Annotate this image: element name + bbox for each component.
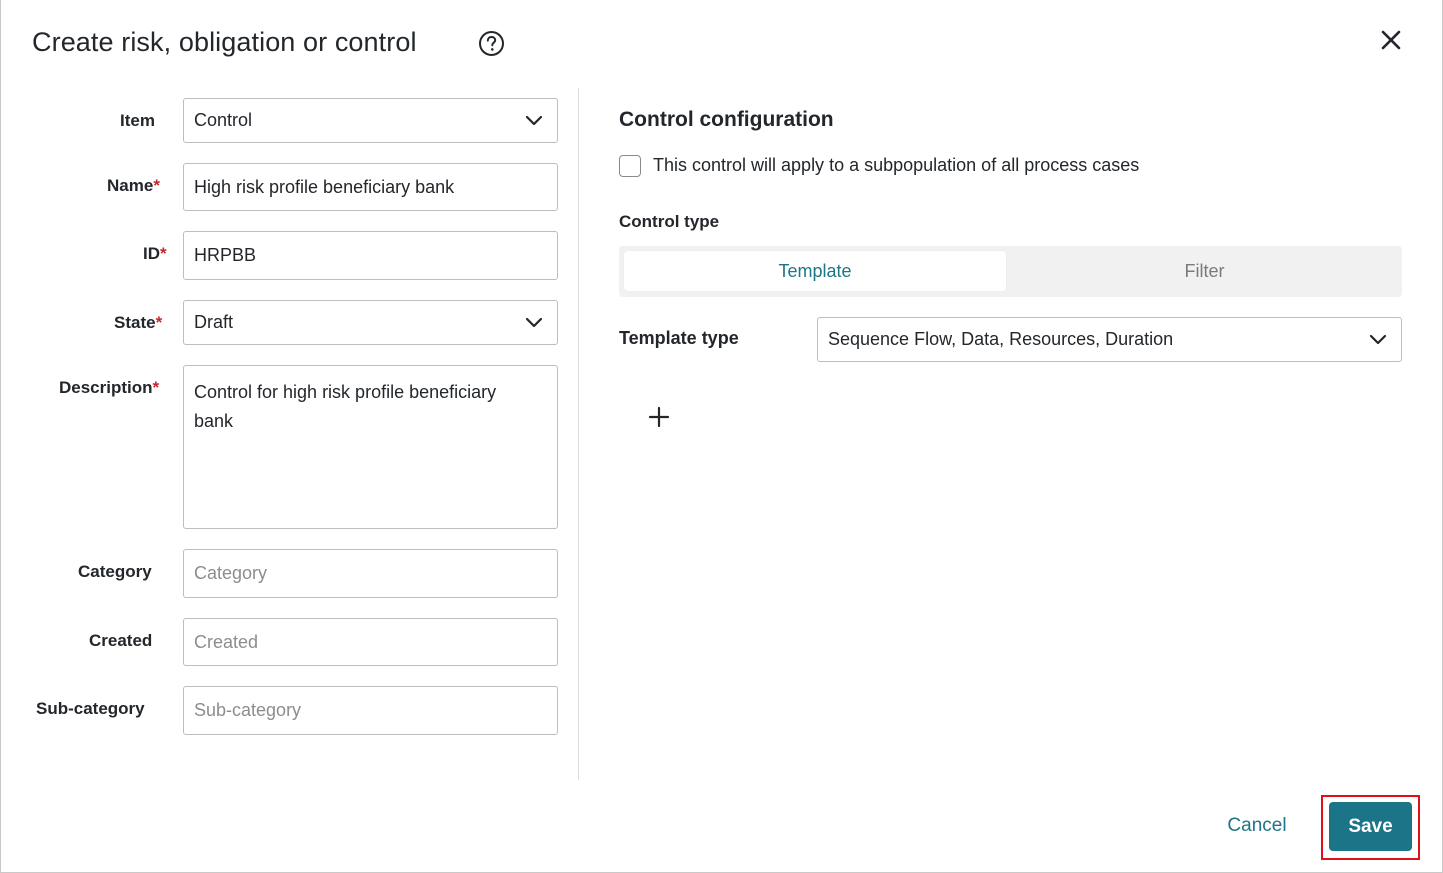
- description-label: Description*: [59, 378, 160, 397]
- control-configuration-title: Control configuration: [619, 108, 834, 131]
- subcategory-input[interactable]: [183, 686, 558, 735]
- close-icon[interactable]: [1378, 27, 1404, 53]
- description-value: Control for high risk profile beneficiary bank: [194, 382, 497, 431]
- chevron-down-icon: [525, 317, 543, 329]
- panel-divider: [578, 88, 579, 780]
- item-value: Control: [194, 110, 253, 130]
- required-marker: *: [155, 313, 163, 332]
- subcategory-placeholder: Sub-category: [194, 700, 302, 720]
- chevron-down-icon: [525, 115, 543, 127]
- cancel-button[interactable]: Cancel: [1227, 815, 1287, 836]
- template-type-label: Template type: [619, 328, 739, 348]
- created-label: Created: [89, 631, 153, 650]
- description-textarea[interactable]: [183, 365, 558, 529]
- required-marker: *: [153, 176, 160, 195]
- dialog-title: Create risk, obligation or control: [32, 27, 417, 57]
- category-placeholder: Category: [194, 563, 268, 583]
- created-input[interactable]: [183, 618, 558, 666]
- plus-icon[interactable]: [648, 406, 670, 428]
- name-input[interactable]: [183, 163, 558, 211]
- state-select[interactable]: [183, 300, 558, 345]
- id-value: HRPBB: [194, 245, 257, 265]
- template-type-value: Sequence Flow, Data, Resources, Duration: [828, 329, 1174, 349]
- template-type-select[interactable]: [817, 317, 1402, 362]
- chevron-down-icon: [1369, 334, 1387, 346]
- category-input[interactable]: [183, 549, 558, 598]
- state-label: State*: [114, 313, 163, 332]
- id-label: ID*: [143, 244, 167, 263]
- required-marker: *: [152, 378, 160, 397]
- required-marker: *: [160, 244, 167, 263]
- control-type-toggle: [619, 246, 1402, 297]
- save-button[interactable]: Save: [1329, 802, 1412, 851]
- category-label: Category: [78, 562, 152, 581]
- created-placeholder: Created: [194, 631, 259, 652]
- state-value: Draft: [194, 312, 234, 332]
- help-circle-icon[interactable]: [478, 30, 505, 57]
- item-select[interactable]: [183, 98, 558, 143]
- control-type-label: Control type: [619, 212, 720, 231]
- subpopulation-label: This control will apply to a subpopulation of all process cases: [653, 155, 1140, 175]
- subcategory-label: Sub-category: [36, 699, 145, 718]
- name-label: Name*: [107, 176, 160, 195]
- id-input[interactable]: [183, 231, 558, 280]
- control-type-template-tab[interactable]: Template: [624, 251, 1006, 291]
- control-type-filter-tab[interactable]: Filter: [1184, 260, 1225, 281]
- name-value: High risk profile beneficiary bank: [194, 176, 455, 197]
- item-label: Item: [120, 111, 155, 130]
- subpopulation-checkbox[interactable]: [619, 155, 641, 177]
